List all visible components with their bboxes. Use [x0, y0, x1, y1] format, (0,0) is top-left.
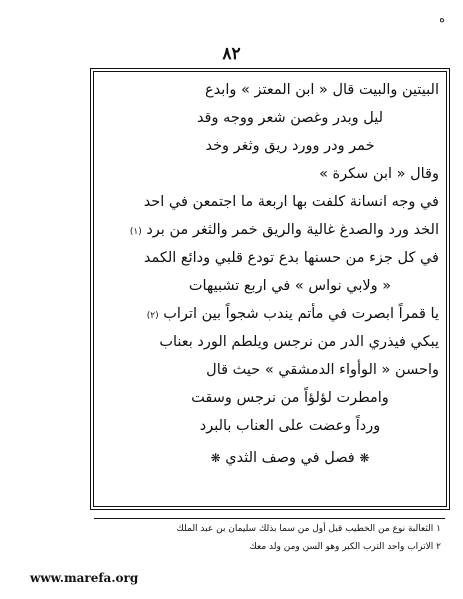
- text-line-11: واحسن « الوأواء الدمشقي » حيث قال: [206, 362, 439, 378]
- footnote-marker-1: (١): [129, 227, 142, 237]
- text-line-8: « ولابي نواس » في اربع تشبيهات: [188, 278, 392, 294]
- section-heading: [91, 449, 449, 467]
- footnote-marker-2: (٢): [146, 311, 159, 321]
- text-line-1: البيتين والبيت قال « ابن المعتز » وابدع: [205, 82, 439, 98]
- text-line-6: [130, 221, 439, 239]
- verse-line-2: ليل وبدر وغصن شعر ووجه وقد: [196, 110, 384, 126]
- text-line-5: في وجه انسانة كلفت بها اربعة ما اجتمعن في احد: [143, 194, 439, 210]
- corner-mark: ه: [439, 12, 445, 25]
- footnotes: [94, 521, 445, 561]
- footnote-divider: [94, 518, 445, 519]
- text-line-7: في كل جزء من حسنها بدع تودع قلبي ودائع الكمد: [143, 250, 439, 266]
- footnote-2: ٢ الاتراب واحد الترب الكبر وهو السن ومن ولد معك: [249, 542, 441, 552]
- verse-line-13: ورداً وعضت على العناب بالبرد: [199, 418, 381, 434]
- ornament-left-icon: ❋: [359, 451, 370, 465]
- verse-line-3: خمر ودر وورد ريق وثغر وخد: [205, 138, 375, 154]
- footnote-1: ١ الثعالبة نوع من الخطيب قبل أول من سما بذلك سليمان بن عبد الملك: [176, 524, 441, 534]
- text-line-4: وقال « ابن سكرة »: [319, 166, 439, 182]
- ornament-right-icon: ❋: [210, 451, 221, 465]
- text-line-9: [147, 305, 439, 323]
- text-line-10: يبكي فيذري الدر من نرجس ويلطم الورد بعناب: [159, 334, 439, 350]
- verse-line-12: وامطرت لؤلؤاً من نرجس وسقت: [191, 390, 389, 406]
- text-frame: [90, 68, 450, 510]
- page-number: ٨٢: [222, 44, 241, 64]
- line-9-text: يا قمراً ابصرت في مأتم يندب شجواً بين اتراب: [163, 306, 439, 322]
- line-6-text: الخد ورد والصدغ غالية والريق خمر والثغر من برد: [146, 222, 439, 238]
- site-watermark: www.marefa.org: [30, 571, 139, 585]
- section-heading-text: فصل في وصف الثدي: [225, 450, 355, 466]
